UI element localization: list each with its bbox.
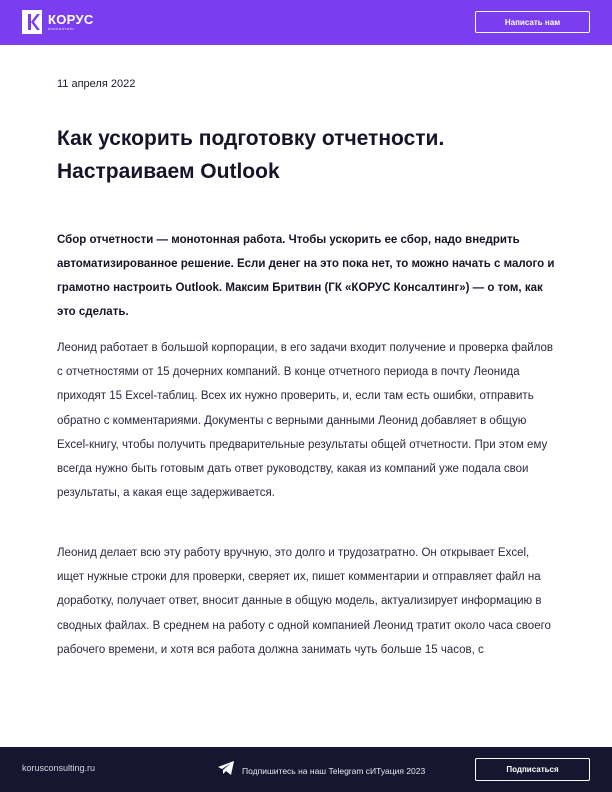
logo-name: КОРУС: [48, 11, 94, 27]
bottom-footer: [0, 747, 612, 792]
site-link[interactable]: korusconsulting.ru: [22, 763, 96, 773]
telegram-promo-text: Подпишитесь на наш Telegram сИТуация 2023: [242, 765, 426, 776]
write-us-button[interactable]: Написать нам: [475, 11, 590, 33]
top-header: [0, 0, 612, 45]
article-lead: Сбор отчетности — монотонная работа. Чтобы ускорить ее сбор, надо внедрить автоматизированное решение. Если денег на это пока нет, то можно начать с малого и грамотно настроить Outlook. Максим Бритвин (ГК «КОРУС Консалтинг») — о том, как это сделать.: [57, 234, 555, 318]
article-title-line-1: Как ускорить подготовку отчетности.: [57, 127, 445, 150]
article-paragraph-1: Леонид работает в большой корпорации, в его задачи входит получение и проверка файлов с отчетностями от 15 дочерних компаний. В конце отчетного периода в почту Леонида приходят 15 Excel-таблиц. Всех их нужно проверить, и, если там есть ошибки, отправить обратно с комментариями. Документы с верными данными Леонид добавляет в общую Excel-книгу, чтобы получить предварительные результаты общей отчетности. При этом ему всегда нужно быть готовым дать ответ руководству, какая из компаний уже подала свои результаты, а какая еще задерживается.: [57, 342, 554, 500]
telegram-icon: [218, 761, 234, 780]
subscribe-button[interactable]: Подписаться: [475, 758, 590, 781]
telegram-promo: [218, 761, 425, 780]
article-title: [57, 122, 557, 188]
article-paragraph-2: Леонид делает всю эту работу вручную, это долго и трудозатратно. Он открывает Excel, ищет нужные строки для проверки, сверяет их, пишет комментарии и отправляет файл на доработку, получает ответ, вносит данные в общую модель, актуализирует информацию в сводных файлах. В среднем на работу с одной компанией Леонид тратит около часа своего рабочего времени, и хотя вся работа должна занимать чуть больше 15 часов, с: [57, 547, 551, 656]
logo-subtitle: консалтинг: [48, 25, 75, 31]
korus-logo-icon: [22, 10, 42, 34]
korus-logo[interactable]: [22, 10, 94, 34]
article-date: 11 апреля 2022: [57, 78, 136, 90]
article-title-line-2: Настраиваем Outlook: [57, 160, 280, 183]
